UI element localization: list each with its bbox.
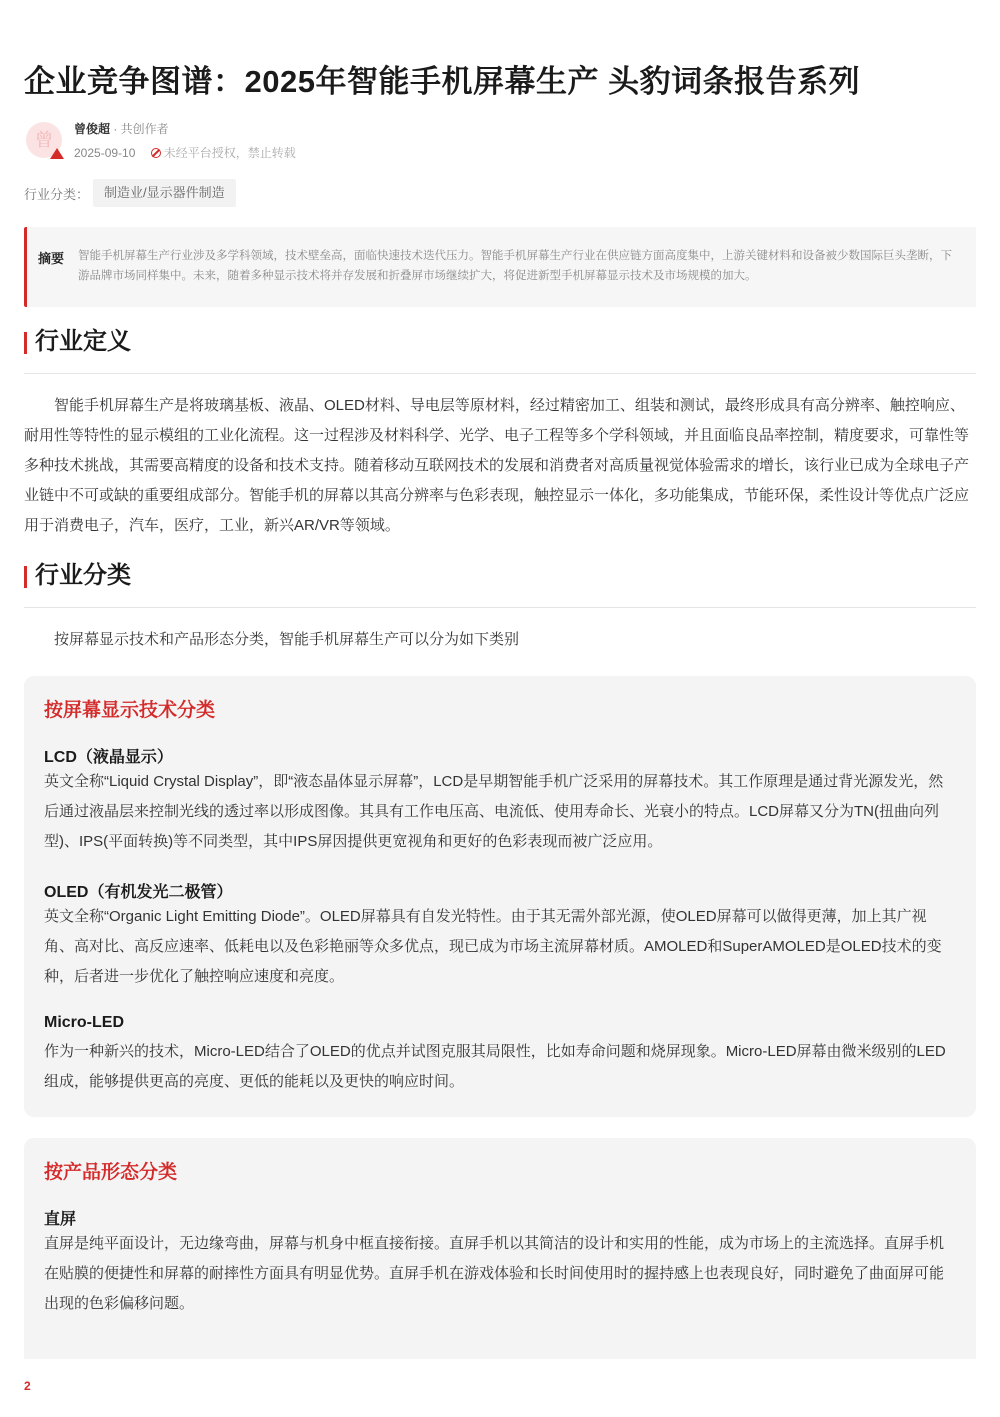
- industry-label: 行业分类：: [24, 187, 90, 202]
- section-title: 行业分类: [35, 562, 131, 589]
- classification-card-product-form: [24, 1138, 976, 1359]
- item-title-micro-led: Micro-LED: [44, 1014, 124, 1031]
- classification-intro: 按屏幕显示技术和产品形态分类，智能手机屏幕生产可以分为如下类别: [54, 631, 520, 648]
- card-title: 按屏幕显示技术分类: [44, 700, 216, 721]
- meta-line: [74, 144, 296, 161]
- item-title-flat-screen: 直屏: [44, 1211, 77, 1228]
- section-marker: [24, 332, 27, 354]
- avatar[interactable]: 曾: [26, 122, 62, 158]
- item-text-oled: 英文全称“Organic Light Emitting Diode”。OLED屏幕具有自发光特性。由于其无需外部光源，使OLED屏幕可以做得更薄，加上其广视角、高对比、高反应速率、低耗电以及色彩艳丽等众多优点，现已成为市场主流屏幕材质。AMOLED和SuperAMOLED是OLED技术的变种，后者进一步优化了触控响应速度和亮度。: [44, 908, 942, 985]
- section-title: 行业定义: [35, 328, 131, 355]
- item-title-lcd: LCD（液晶显示）: [44, 749, 173, 766]
- author-name[interactable]: 曾俊超: [74, 122, 111, 136]
- section-heading-definition: [24, 327, 976, 374]
- author-info: [74, 120, 169, 137]
- author-badge-icon: [50, 148, 64, 159]
- item-text-micro-led: 作为一种新兴的技术，Micro-LED结合了OLED的优点并试图克服其局限性，比如寿命问题和烧屏现象。Micro-LED屏幕由微米级别的LED组成，能够提供更高的亮度、更低的能耗以及更快的响应时间。: [44, 1043, 946, 1090]
- industry-tag[interactable]: 制造业/显示器件制造: [93, 179, 236, 207]
- copyright-notice-text: 未经平台授权，禁止转载: [163, 146, 296, 160]
- abstract-label: 摘要: [38, 251, 65, 266]
- section-marker: [24, 566, 27, 588]
- abstract-box: [24, 227, 976, 307]
- author-role: · 共创作者: [110, 122, 169, 136]
- page-number: 2: [24, 1379, 31, 1393]
- classification-card-display-tech: [24, 676, 976, 1117]
- card-title: 按产品形态分类: [44, 1162, 178, 1183]
- author-row: [24, 118, 624, 162]
- prohibited-icon: [151, 148, 161, 158]
- item-title-oled: OLED（有机发光二极管）: [44, 884, 233, 901]
- copyright-notice: [151, 146, 296, 160]
- item-text-flat-screen: 直屏是纯平面设计，无边缘弯曲，屏幕与机身中框直接衔接。直屏手机以其简洁的设计和实用的性能，成为市场上的主流选择。直屏手机在贴膜的便捷性和屏幕的耐摔性方面具有明显优势。直屏手机在游戏体验和长时间使用时的握持感上也表现良好，同时避免了曲面屏可能出现的色彩偏移问题。: [44, 1235, 945, 1312]
- publish-date: 2025-09-10: [74, 146, 136, 160]
- page-title: 企业竞争图谱：2025年智能手机屏幕生产 头豹词条报告系列: [24, 64, 861, 99]
- item-text-lcd: 英文全称“Liquid Crystal Display”，即“液态晶体显示屏幕”，LCD是早期智能手机广泛采用的屏幕技术。其工作原理是通过背光源发光，然后通过液晶层来控制光线的透过率以形成图像。其具有工作电压高、电流低、使用寿命长、光衰小的特点。LCD屏幕又分为TN(扭曲向列型)、IPS(平面转换)等不同类型，其中IPS屏因提供更宽视角和更好的色彩表现而被广泛应用。: [44, 773, 944, 850]
- definition-paragraph: 智能手机屏幕生产是将玻璃基板、液晶、OLED材料、导电层等原材料，经过精密加工、组装和测试，最终形成具有高分辨率、触控响应、耐用性等特性的显示模组的工业化流程。这一过程涉及材料科学、光学、电子工程等多个学科领域，并且面临良品率控制，精度要求，可靠性等多种技术挑战，其需要高精度的设备和技术支持。随着移动互联网技术的发展和消费者对高质量视觉体验需求的增长，该行业已成为全球电子产业链中不可或缺的重要组成部分。智能手机的屏幕以其高分辨率与色彩表现，触控显示一体化，多功能集成，节能环保，柔性设计等优点广泛应用于消费电子，汽车，医疗，工业，新兴AR/VR等领域。: [24, 397, 970, 534]
- abstract-text: 智能手机屏幕生产行业涉及多学科领域，技术壁垒高，面临快速技术迭代压力。智能手机屏幕生产行业在供应链方面高度集中，上游关键材料和设备被少数国际巨头垄断，下游品牌市场同样集中。未来，随着多种显示技术将并存发展和折叠屏市场继续扩大，将促进新型手机屏幕显示技术及市场规模的加大。: [78, 250, 952, 282]
- section-heading-classification: [24, 561, 976, 608]
